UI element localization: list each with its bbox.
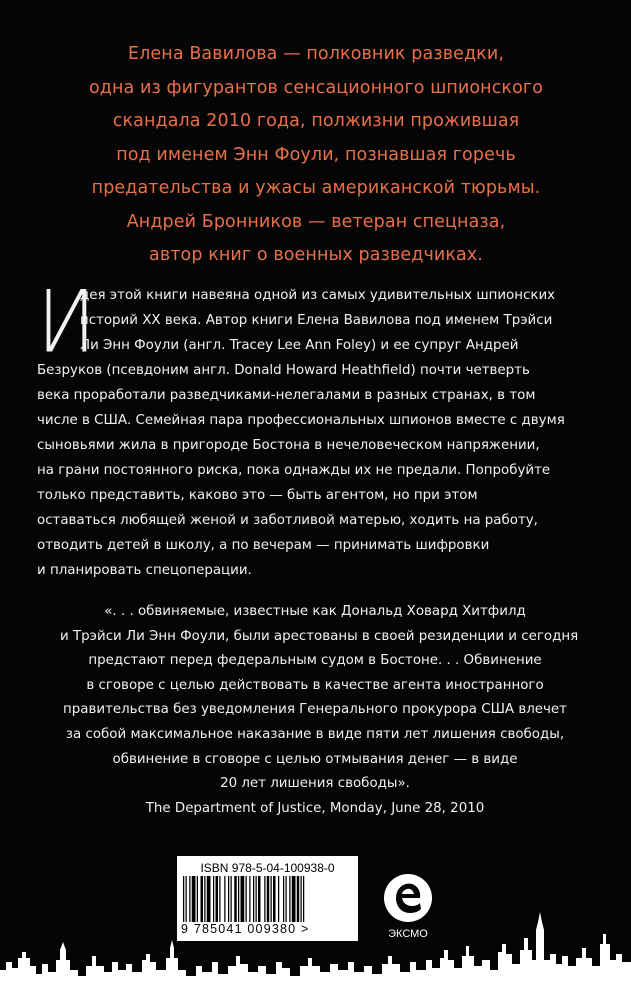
quote-source: The Department of Justice, Monday, June 28, 2010 xyxy=(145,800,485,816)
quote-line: за собой максимальное наказание в виде пяти лет лишения свободы, xyxy=(65,726,565,742)
description-line: только представить, каково это — быть агентом, но при этом xyxy=(37,488,478,503)
isbn-number: ISBN 978-5-04-100938-0 xyxy=(200,861,335,875)
description-line: и планировать спецоперации. xyxy=(37,563,252,578)
author-bio xyxy=(60,38,572,273)
quote-line: и Трэйси Ли Энн Фоули, были арестованы в своей резиденции и сегодня xyxy=(60,628,579,644)
bio-line: одна из фигурантов сенсационного шпионского xyxy=(88,77,543,98)
publisher-name: ЭКСМО xyxy=(388,928,428,940)
quote-line: предстают перед федеральным судом в Бостоне. . . Обвинение xyxy=(88,653,542,669)
description-line: оставаться любящей женой и заботливой матерью, ходить на работу, xyxy=(37,513,538,528)
description-line: числе в США. Семейная пара профессиональных шпионов вместе с двумя xyxy=(37,413,565,428)
description-line: на грани постоянного риска, пока однажды их не предали. Попробуйте xyxy=(37,463,551,478)
barcode-digits: 9 785041 009380 > xyxy=(181,922,310,936)
drop-cap: И xyxy=(37,273,96,373)
description-line: историй XX века. Автор книги Елена Вавилова под именем Трэйси xyxy=(80,313,553,328)
description-line: отводить детей в школу, а по вечерам — принимать шифровки xyxy=(37,538,490,553)
city-skyline xyxy=(0,900,631,1000)
bio-line: автор книг о военных разведчиках. xyxy=(149,245,483,265)
quote-line: правительства без уведомления Генерального прокурора США влечет xyxy=(63,702,567,718)
book-description xyxy=(37,283,582,583)
bio-line: скандала 2010 года, полжизни прожившая xyxy=(112,111,520,131)
bio-line: Андрей Бронников — ветеран спецназа, xyxy=(126,211,506,232)
quote-line: в сговоре с целью действовать в качестве агента иностранного xyxy=(86,677,544,693)
description-line: сыновьями жила в пригороде Бостона в нечеловеческом напряжении, xyxy=(37,438,540,453)
description-line: Ли Энн Фоули (англ. Tracey Lee Ann Foley) и ее супруг Андрей xyxy=(80,338,519,353)
description-line: дея этой книги навеяна одной из самых удивительных шпионских xyxy=(80,288,556,303)
bio-line: Елена Вавилова — полковник разведки, xyxy=(127,44,504,64)
description-line: Безруков (псевдоним англ. Donald Howard Heathfield) почти четверть xyxy=(37,363,530,378)
quote-line: обвинение в сговоре с целью отмывания денег — в виде xyxy=(112,751,518,767)
bio-line: предательства и ужасы американской тюрьмы. xyxy=(91,178,541,198)
quote-line: «. . . обвиняемые, известные как Дональд Ховард Хитфилд xyxy=(104,604,526,619)
bio-line: под именем Энн Фоули, познавшая горечь xyxy=(116,144,516,165)
description-line: века проработали разведчиками-нелегалами в разных странах, в том xyxy=(37,388,536,403)
quote-line: 20 лет лишения свободы». xyxy=(220,776,410,792)
justice-quote xyxy=(60,600,579,821)
